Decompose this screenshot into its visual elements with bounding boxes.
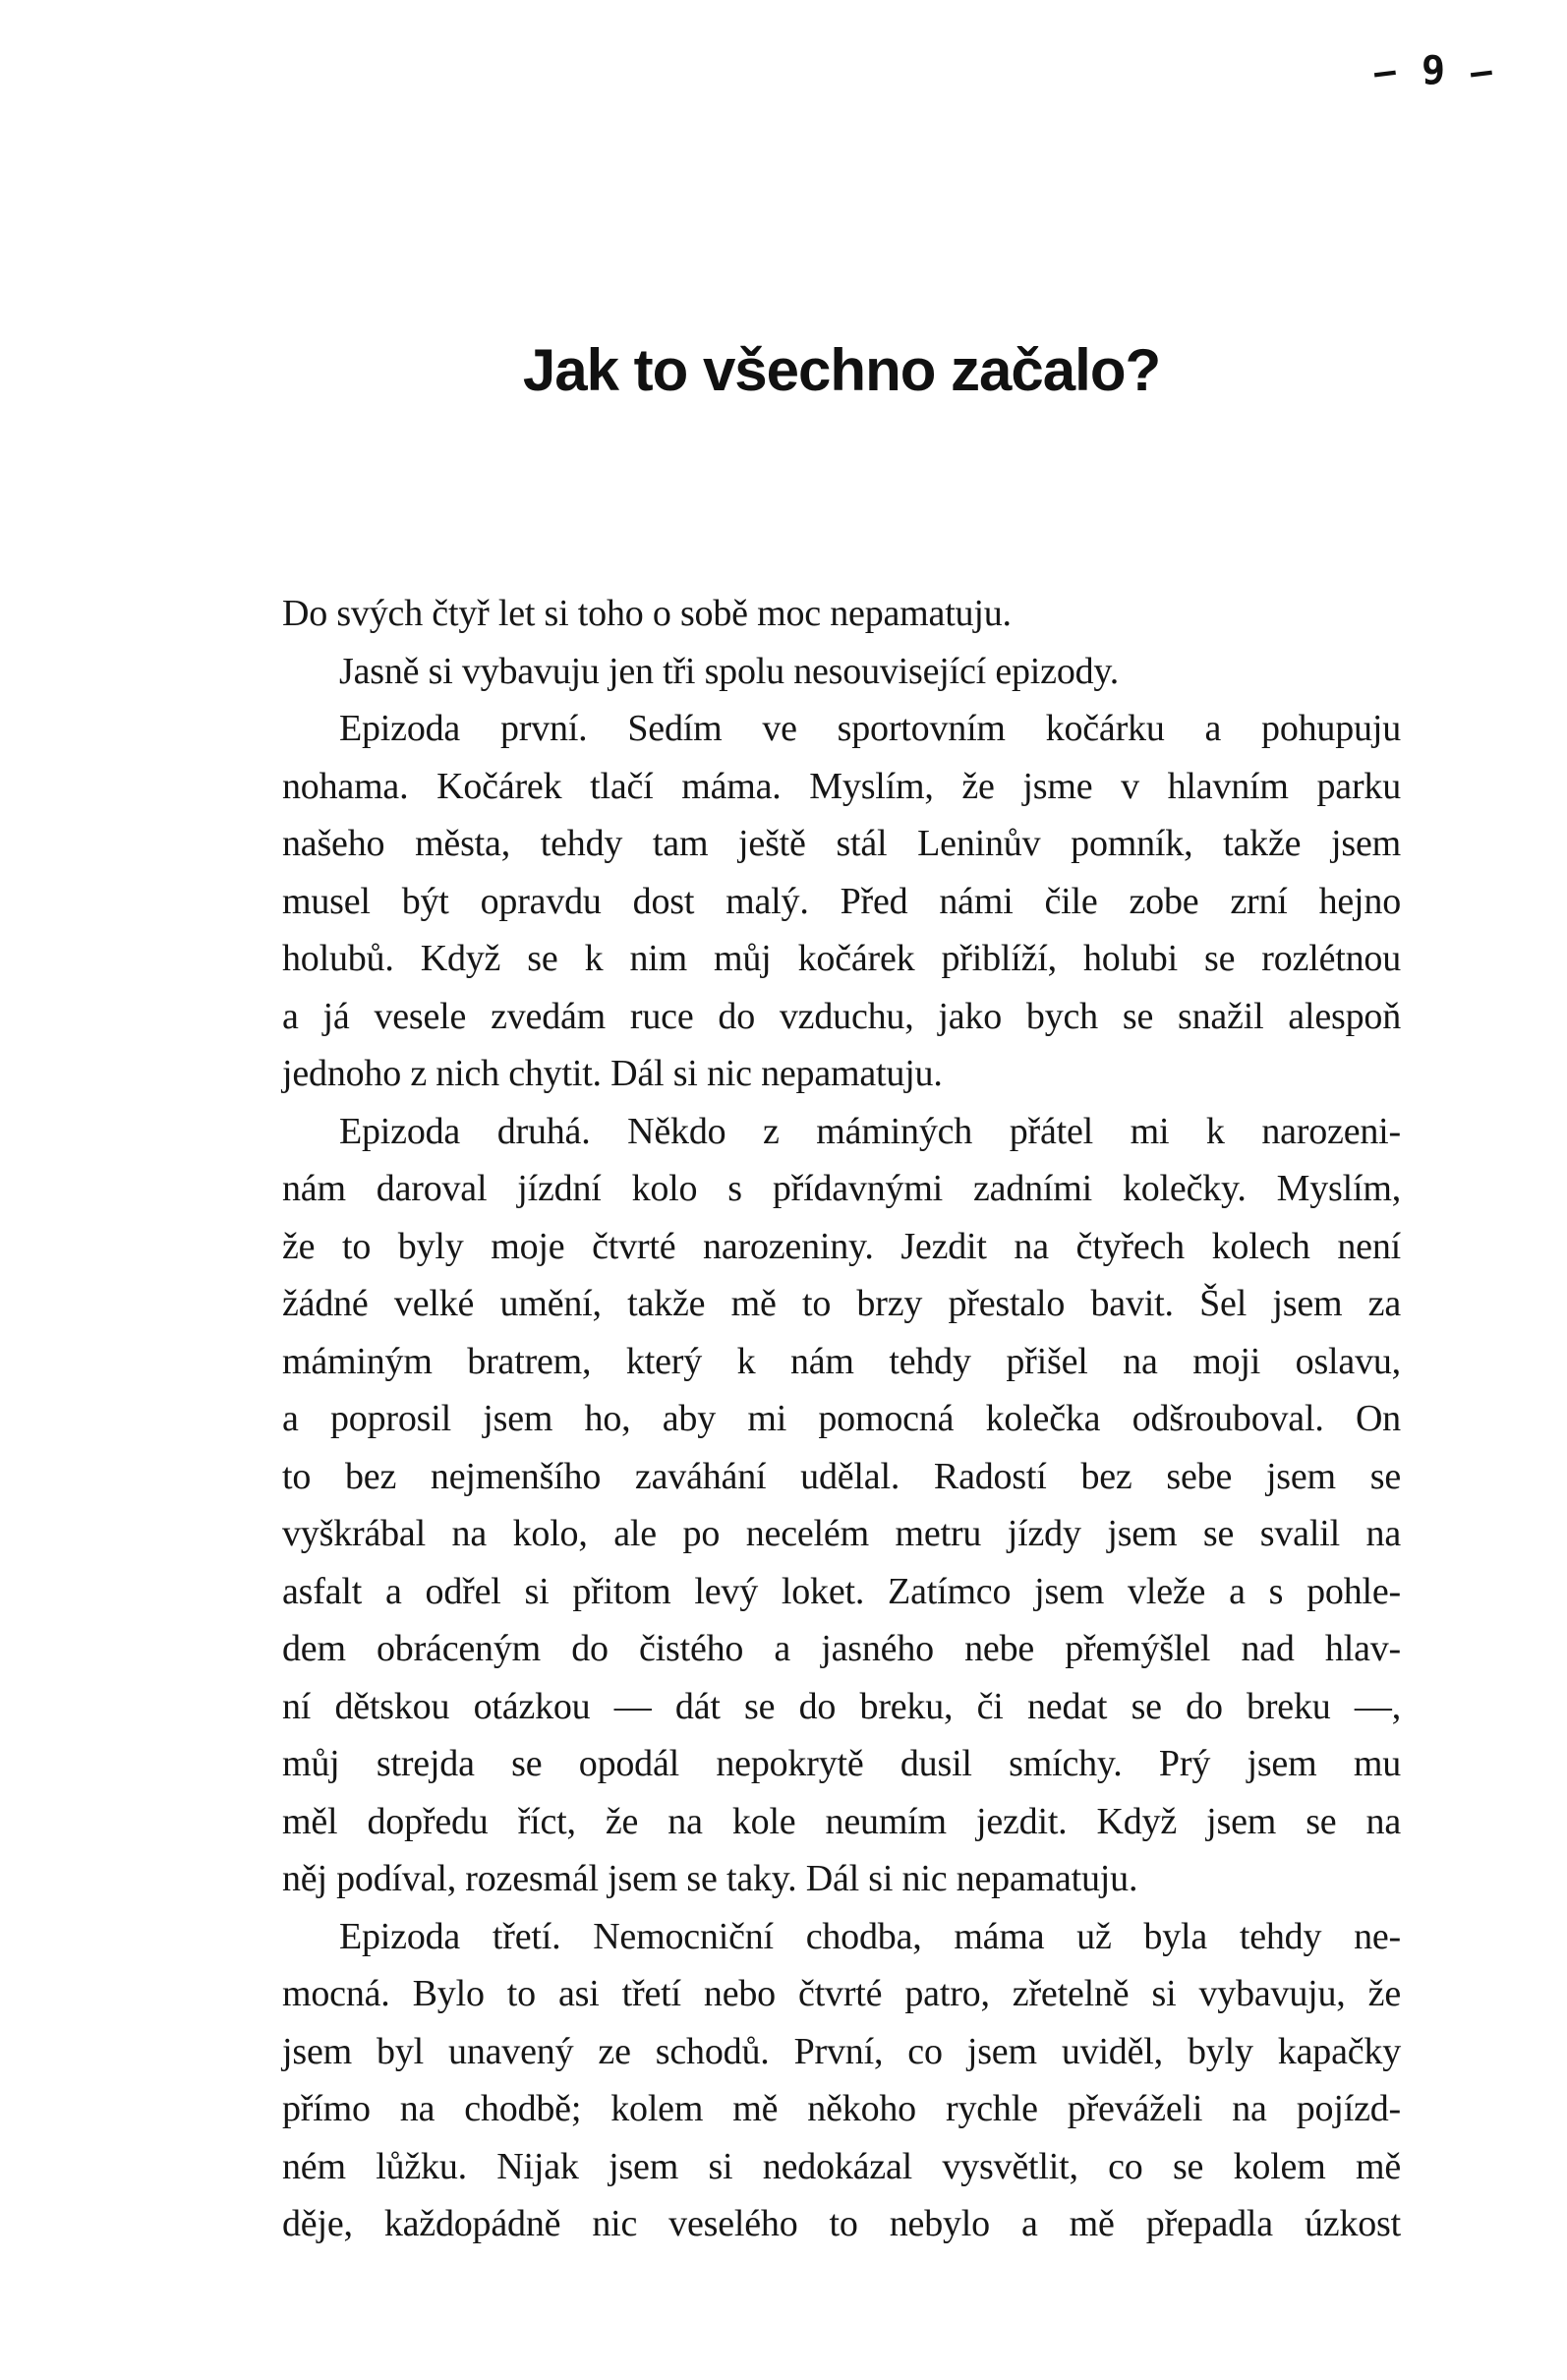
text-line: žádné velké umění, takže mě to brzy přestalo bavit. Šel jsem za <box>282 1283 1401 1324</box>
text-line: holubů. Když se k nim můj kočárek přiblíží, holubi se rozlétnou <box>282 938 1401 979</box>
text-line: měl dopředu říct, že na kole neumím jezdit. Když jsem se na <box>282 1800 1401 1842</box>
text-line: ní dětskou otázkou — dát se do breku, či nedat se do breku —, <box>282 1685 1401 1727</box>
folio-dash-right: — <box>1468 50 1495 94</box>
chapter-title: Jak to všechno začalo? <box>522 337 1161 403</box>
text-line: Jasně si vybavuju jen tři spolu nesouvisející epizody. <box>339 650 1120 692</box>
text-line: že to byly moje čtvrté narozeniny. Jezdit na čtyřech kolech není <box>282 1225 1401 1267</box>
text-line: Do svých čtyř let si toho o sobě moc nepamatuju. <box>282 593 1012 634</box>
page-number <box>1371 48 1495 94</box>
text-line: přímo na chodbě; kolem mě někoho rychle převáželi na pojízd- <box>282 2088 1401 2129</box>
folio-dash-left: — <box>1371 50 1399 94</box>
text-line: Epizoda třetí. Nemocniční chodba, máma už byla tehdy ne- <box>339 1915 1401 1957</box>
text-line: děje, každopádně nic veselého to nebylo a mě přepadla úzkost <box>282 2203 1401 2244</box>
text-line: jednoho z nich chytit. Dál si nic nepamatuju. <box>282 1053 943 1094</box>
text-line: nohama. Kočárek tlačí máma. Myslím, že jsme v hlavním parku <box>282 765 1401 807</box>
text-line: našeho města, tehdy tam ještě stál Leninův pomník, takže jsem <box>282 823 1401 864</box>
text-line: musel být opravdu dost malý. Před námi čile zobe zrní hejno <box>282 880 1401 922</box>
text-line: něj podíval, rozesmál jsem se taky. Dál si nic nepamatuju. <box>282 1858 1138 1899</box>
text-line: nám daroval jízdní kolo s přídavnými zadními kolečky. Myslím, <box>282 1168 1401 1209</box>
text-line: a já vesele zvedám ruce do vzduchu, jako bych se snažil alespoň <box>282 995 1401 1037</box>
text-line: a poprosil jsem ho, aby mi pomocná kolečka odšrouboval. On <box>282 1398 1401 1439</box>
body-text <box>282 585 1401 2253</box>
text-line: ném lůžku. Nijak jsem si nedokázal vysvětlit, co se kolem mě <box>282 2145 1401 2187</box>
text-line: dem obráceným do čistého a jasného nebe přemýšlel nad hlav- <box>282 1628 1401 1669</box>
text-line: máminým bratrem, který k nám tehdy přišel na moji oslavu, <box>282 1340 1401 1382</box>
text-line: Epizoda první. Sedím ve sportovním kočárku a pohupuju <box>339 708 1401 749</box>
text-line: vyškrábal na kolo, ale po necelém metru jízdy jsem se svalil na <box>282 1513 1401 1554</box>
text-line: to bez nejmenšího zaváhání udělal. Radostí bez sebe jsem se <box>282 1455 1401 1497</box>
text-line: asfalt a odřel si přitom levý loket. Zatímco jsem vleže a s pohle- <box>282 1570 1401 1612</box>
text-line: Epizoda druhá. Někdo z máminých přátel mi k narozeni- <box>339 1110 1401 1152</box>
text-line: jsem byl unavený ze schodů. První, co jsem uviděl, byly kapačky <box>282 2030 1401 2072</box>
text-line: můj strejda se opodál nepokrytě dusil smíchy. Prý jsem mu <box>282 1743 1401 1784</box>
text-line: mocná. Bylo to asi třetí nebo čtvrté patro, zřetelně si vybavuju, že <box>282 1973 1401 2014</box>
folio-number: 9 <box>1421 48 1446 93</box>
